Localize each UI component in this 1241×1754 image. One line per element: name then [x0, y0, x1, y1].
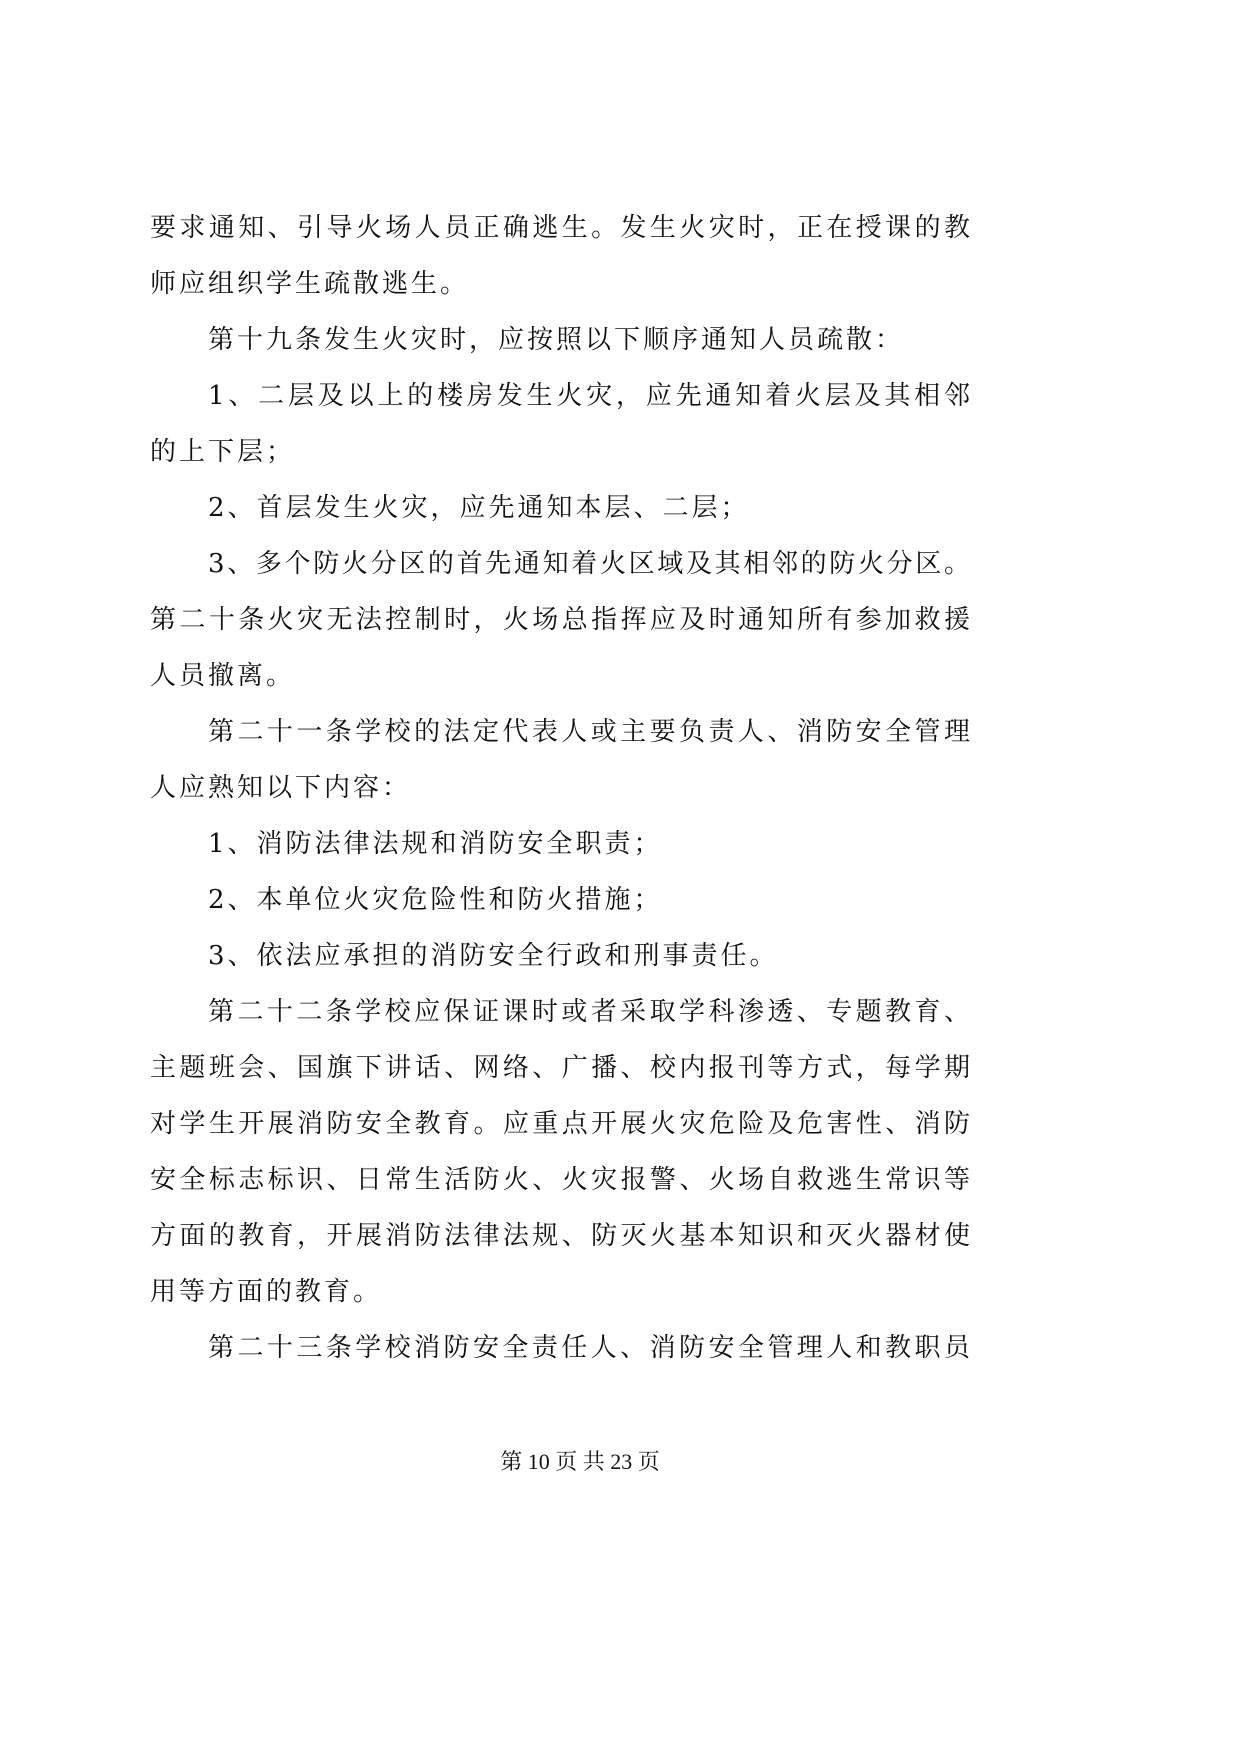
- body-line: 第二十三条学校消防安全责任人、消防安全管理人和教职员: [208, 1333, 970, 1363]
- body-line: 2、本单位火灾危险性和防火措施；: [208, 885, 663, 915]
- body-line: 安全标志标识、日常生活防火、火灾报警、火场自救逃生常识等: [150, 1165, 970, 1195]
- body-line: 主题班会、国旗下讲话、网络、广播、校内报刊等方式，每学期: [150, 1053, 970, 1083]
- body-line: 对学生开展消防安全教育。应重点开展火灾危险及危害性、消防: [150, 1109, 970, 1139]
- body-line: 方面的教育，开展消防法律法规、防灭火基本知识和灭火器材使: [150, 1221, 970, 1251]
- body-line: 2、首层发生火灾，应先通知本层、二层；: [208, 493, 750, 523]
- body-line: 第二十一条学校的法定代表人或主要负责人、消防安全管理: [208, 717, 970, 747]
- body-line: 1、二层及以上的楼房发生火灾，应先通知着火层及其相邻: [208, 381, 970, 411]
- body-line: 的上下层；: [150, 437, 296, 467]
- page-footer: 第 10 页 共 23 页: [500, 1449, 660, 1474]
- body-line: 要求通知、引导火场人员正确逃生。发生火灾时，正在授课的教: [150, 213, 970, 243]
- body-line: 3、多个防火分区的首先通知着火区域及其相邻的防火分区。: [208, 549, 970, 579]
- body-line: 1、消防法律法规和消防安全职责；: [208, 829, 663, 859]
- body-line: 用等方面的教育。: [150, 1277, 383, 1307]
- body-line: 第二十条火灾无法控制时，火场总指挥应及时通知所有参加救援: [150, 605, 970, 635]
- body-line: 人员撤离。: [150, 661, 296, 691]
- body-line: 师应组织学生疏散逃生。: [150, 269, 470, 299]
- body-line: 人应熟知以下内容：: [150, 773, 412, 803]
- body-line: 第二十二条学校应保证课时或者采取学科渗透、专题教育、: [208, 997, 970, 1027]
- body-line: 第十九条发生火灾时，应按照以下顺序通知人员疏散：: [208, 325, 905, 355]
- body-line: 3、依法应承担的消防安全行政和刑事责任。: [208, 941, 779, 971]
- document-body: [150, 200, 970, 1376]
